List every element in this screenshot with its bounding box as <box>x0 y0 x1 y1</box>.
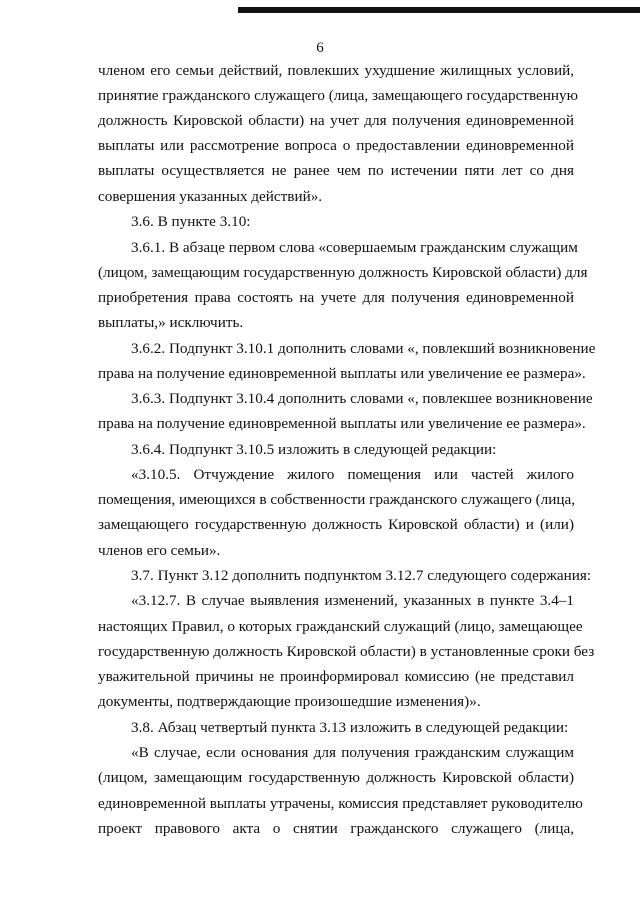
text-line: должность Кировской области) на учет для получения единовременной <box>98 112 574 129</box>
text-line: приобретения права состоять на учете для получения единовременной <box>98 289 574 306</box>
text-line: членом его семьи действий, повлекших ухудшение жилищных условий, <box>98 62 574 79</box>
text-line: выплаты,» исключить. <box>98 314 244 331</box>
text-line: настоящих Правил, о которых гражданский служащий (лицо, замещающее <box>98 618 583 635</box>
text-line: права на получение единовременной выплаты или увеличение ее размера». <box>98 415 586 432</box>
text-line: выплаты осуществляется не ранее чем по истечении пяти лет со дня <box>98 162 574 179</box>
text-line: 3.6. В пункте 3.10: <box>131 213 251 230</box>
text-line: (лицом, замещающим государственную должность Кировской области) <box>98 769 574 786</box>
text-line: 3.6.1. В абзаце первом слова «совершаемым гражданским служащим <box>131 239 578 256</box>
text-line: помещения, имеющихся в собственности гражданского служащего (лица, <box>98 491 576 508</box>
text-line: 3.6.4. Подпункт 3.10.5 изложить в следующей редакции: <box>131 441 497 458</box>
text-line: 3.6.2. Подпункт 3.10.1 дополнить словами «, повлекший возникновение <box>131 340 596 357</box>
text-line: права на получение единовременной выплаты или увеличение ее размера». <box>98 365 586 382</box>
text-line: выплаты или рассмотрение вопроса о предоставлении единовременной <box>98 137 574 154</box>
page-number: 6 <box>316 40 324 56</box>
header-rule <box>238 7 640 13</box>
text-line: документы, подтверждающие произошедшие изменения)». <box>98 693 481 710</box>
text-line: 3.6.3. Подпункт 3.10.4 дополнить словами «, повлекшее возникновение <box>131 390 593 407</box>
text-line: «В случае, если основания для получения гражданским служащим <box>131 744 574 761</box>
text-line: принятие гражданского служащего (лица, замещающего государственную <box>98 87 578 104</box>
text-line: государственную должность Кировской области) в установленные сроки без <box>98 643 595 660</box>
text-line: совершения указанных действий». <box>98 188 323 205</box>
text-line: уважительной причины не проинформировал комиссию (не представил <box>98 668 574 685</box>
text-line: «3.10.5. Отчуждение жилого помещения или частей жилого <box>131 466 574 483</box>
text-line: замещающего государственную должность Кировской области) и (или) <box>98 516 574 533</box>
text-line: проект правового акта о снятии гражданского служащего (лица, <box>98 820 574 837</box>
text-line: членов его семьи». <box>98 542 221 559</box>
text-line: 3.8. Абзац четвертый пункта 3.13 изложить в следующей редакции: <box>131 719 569 736</box>
text-line: «3.12.7. В случае выявления изменений, указанных в пункте 3.4–1 <box>131 592 574 609</box>
text-line: (лицом, замещающим государственную должность Кировской области) для <box>98 264 588 281</box>
text-line: единовременной выплаты утрачены, комиссия представляет руководителю <box>98 795 583 812</box>
text-line: 3.7. Пункт 3.12 дополнить подпунктом 3.12.7 следующего содержания: <box>131 567 592 584</box>
